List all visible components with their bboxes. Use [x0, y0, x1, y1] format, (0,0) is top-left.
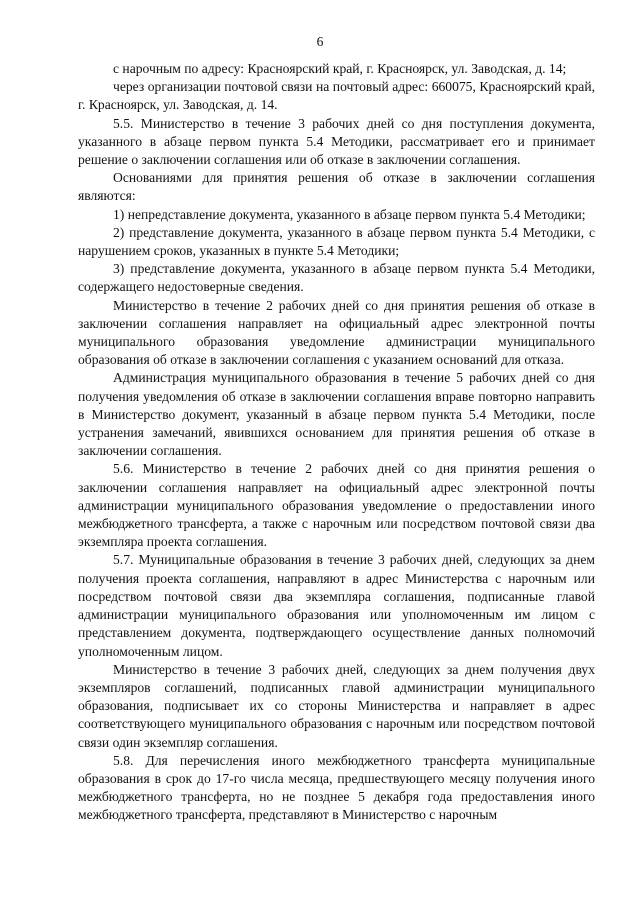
- paragraph: 5.8. Для перечисления иного межбюджетного трансферта муниципальные образования в срок до 17-го числа месяца, предшествующего месяцу получения иного межбюджетного трансферта, но не позднее 5 декабря года предоставления иного межбюджетного трансферта, представляют в Министерство с нарочным: [78, 752, 595, 823]
- paragraph: Основаниями для принятия решения об отказе в заключении соглашения являются:: [78, 170, 595, 204]
- paragraph: Министерство в течение 3 рабочих дней, следующих за днем получения двух экземпляров соглашений, подписанных главой администрации муниципального образования, подписывает их со стороны Министерства и направляет в адрес соответствующего муниципального образования с нарочным или посредством почтовой связи один экземпляр соглашения.: [78, 661, 595, 750]
- page-number: 6: [316, 34, 324, 49]
- paragraph: 5.6. Министерство в течение 2 рабочих дней со дня принятия решения о заключении соглашения направляет на официальный адрес электронной почты администрации муниципального образования уведомление о предоставлении иного межбюджетного трансферта, а также с нарочным или посредством почтовой связи два экземпляра проекта соглашения.: [78, 461, 595, 550]
- paragraph: 5.5. Министерство в течение 3 рабочих дней со дня поступления документа, указанного в абзаце первом пункта 5.4 Методики, рассматривает его и принимает решение о заключении соглашения или об отказе в заключении соглашения.: [78, 115, 595, 168]
- paragraph: Министерство в течение 2 рабочих дней со дня принятия решения об отказе в заключении соглашения направляет на официальный адрес электронной почты муниципального образования уведомление администрации муниципального образования об отказе в заключении соглашения с указанием оснований для отказа.: [78, 297, 595, 368]
- document-body: [78, 60, 595, 825]
- list-item: 3) представление документа, указанного в абзаце первом пункта 5.4 Методики, содержащего недостоверные сведения.: [78, 261, 595, 295]
- list-item: 1) непредставление документа, указанного в абзаце первом пункта 5.4 Методики;: [113, 206, 586, 222]
- paragraph: через организации почтовой связи на почтовый адрес: 660075, Красноярский край, г. Красноярск, ул. Заводская, д. 14.: [78, 79, 595, 113]
- paragraph: с нарочным по адресу: Красноярский край, г. Красноярск, ул. Заводская, д. 14;: [113, 61, 567, 76]
- paragraph: Администрация муниципального образования в течение 5 рабочих дней со дня получения уведомления об отказе в заключении соглашения вправе повторно направить в Министерство документ, указанный в абзаце первом пункта 5.4 Методики, после устранения замечаний, явившихся основанием для принятия решения об отказе в заключении соглашения.: [78, 370, 595, 459]
- paragraph: 5.7. Муниципальные образования в течение 3 рабочих дней, следующих за днем получения проекта соглашения, направляют в адрес Министерства с нарочным или посредством почтовой связи два экземпляра соглашения, подписанные главой администрации муниципального образования или уполномоченным им лицом с представлением документа, подтверждающего осуществление данных полномочий уполномоченным лицом.: [78, 552, 595, 659]
- list-item: 2) представление документа, указанного в абзаце первом пункта 5.4 Методики, с нарушением сроков, указанных в пункте 5.4 Методики;: [78, 224, 595, 259]
